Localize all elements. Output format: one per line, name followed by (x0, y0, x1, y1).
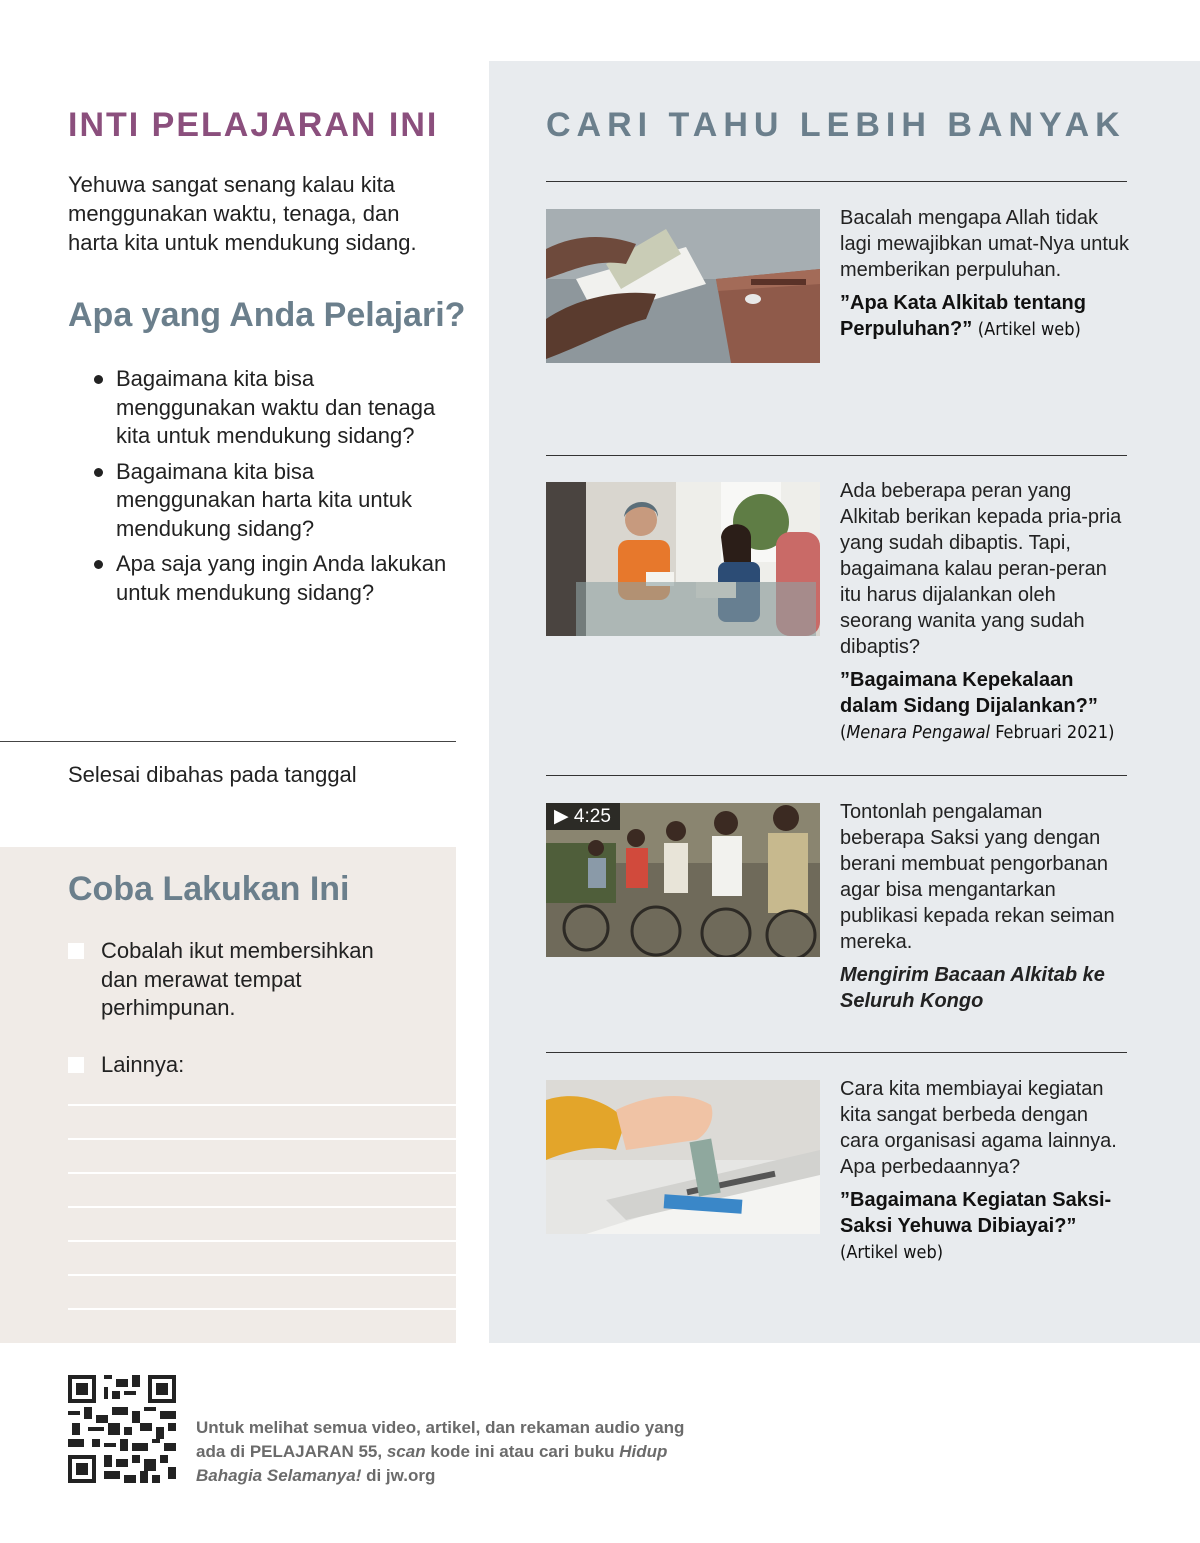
footer-scan-word: scan (386, 1442, 426, 1461)
headship-thumbnail[interactable] (546, 482, 820, 636)
try-this-panel (0, 847, 456, 1343)
divider (0, 741, 456, 742)
checkbox[interactable] (68, 943, 84, 959)
footer-text-1: Untuk melihat semua video, artikel, dan rekaman audio yang ada di PELAJARAN 55, (196, 1418, 685, 1461)
resource-link[interactable] (840, 290, 1130, 343)
resource-headship (840, 478, 1130, 746)
learned-item (92, 458, 454, 544)
resource-publication: Menara Pengawal (846, 722, 991, 743)
resource-donations (840, 1076, 1130, 1266)
headship-image (546, 482, 820, 636)
writing-line[interactable] (68, 1206, 456, 1208)
writing-line[interactable] (68, 1240, 456, 1242)
resource-note: (Menara Pengawal Februari 2021) (840, 722, 1115, 743)
resource-description: Ada beberapa peran yang Alkitab berikan kepada pria-pria yang sudah dibaptis. Tapi, bagaimana kalau peran-peran itu harus dijalankan oleh seorang wanita yang sudah dibaptis? (840, 480, 1122, 658)
resource-link[interactable] (840, 667, 1130, 746)
divider (546, 775, 1127, 776)
video-duration: 4:25 (573, 806, 611, 827)
learned-list (92, 365, 454, 614)
resource-tithe (840, 205, 1130, 343)
resource-date: Februari 2021 (995, 722, 1109, 743)
footer-text (196, 1416, 716, 1488)
resource-note: (Artikel web) (840, 1242, 944, 1263)
bullet-icon (94, 468, 103, 477)
resource-description: Tontonlah pengalaman beberapa Saksi yang dengan berani membuat pengorbanan agar bisa mengantarkan publikasi kepada rekan seiman mereka. (840, 801, 1115, 953)
tithe-thumbnail[interactable] (546, 209, 820, 363)
resource-link-title[interactable]: ”Bagaimana Kepekalaan dalam Sidang Dijalankan?” (840, 669, 1098, 717)
try-item-text: Lainnya: (101, 1052, 185, 1077)
divider (546, 181, 1127, 182)
find-out-more-title: CARI TAHU LEBIH BANYAK (546, 106, 1126, 144)
try-item-text: Cobalah ikut membersihkan dan merawat tempat perhimpunan. (101, 938, 374, 1020)
divider (546, 1052, 1127, 1053)
summary-text: Yehuwa sangat senang kalau kita menggunakan waktu, tenaga, dan harta kita untuk mendukung sidang. (68, 172, 417, 255)
learned-title: Apa yang Anda Pelajari? (68, 296, 466, 334)
writing-line[interactable] (68, 1104, 456, 1106)
resource-note: (Artikel web) (977, 319, 1081, 340)
resource-link-title[interactable]: ”Bagaimana Kegiatan Saksi-Saksi Yehuwa Dibiayai?” (840, 1189, 1112, 1237)
footer-text-2: kode ini atau cari buku (430, 1442, 615, 1461)
bullet-icon (94, 560, 103, 569)
video-title-link[interactable]: Mengirim Bacaan Alkitab ke Seluruh Kongo (840, 964, 1105, 1012)
resource-link[interactable] (840, 1187, 1130, 1266)
learned-item-text: Bagaimana kita bisa menggunakan waktu dan tenaga kita untuk mendukung sidang? (116, 366, 436, 448)
learned-item-text: Apa saja yang ingin Anda lakukan untuk mendukung sidang? (116, 551, 447, 605)
writing-line[interactable] (68, 1274, 456, 1276)
resource-video (840, 799, 1130, 1014)
donation-thumbnail[interactable] (546, 1080, 820, 1234)
checkbox[interactable] (68, 1057, 84, 1073)
completed-date-label: Selesai dibahas pada tanggal (68, 762, 357, 787)
try-item-other[interactable] (68, 1051, 401, 1080)
bullet-icon (94, 375, 103, 384)
writing-line[interactable] (68, 1138, 456, 1140)
summary-title: INTI PELAJARAN INI (68, 106, 439, 144)
learned-item (92, 550, 454, 607)
learned-item-text: Bagaimana kita bisa menggunakan harta kita untuk mendukung sidang? (116, 458, 412, 541)
try-item[interactable] (68, 937, 401, 1023)
resource-link-title[interactable]: ”Apa Kata Alkitab tentang Perpuluhan?” (840, 292, 1086, 340)
qr-code-icon (68, 1375, 176, 1483)
writing-line[interactable] (68, 1172, 456, 1174)
writing-line[interactable] (68, 1308, 456, 1310)
try-this-title: Coba Lakukan Ini (68, 870, 350, 908)
qr-code[interactable] (68, 1375, 176, 1483)
learned-item (92, 365, 454, 451)
resource-description: Cara kita membiayai kegiatan kita sangat berbeda dengan cara organisasi agama lainnya. Apa perbedaannya? (840, 1078, 1117, 1178)
play-icon: ▶ (554, 806, 569, 827)
resource-description: Bacalah mengapa Allah tidak lagi mewajibkan umat-Nya untuk memberikan perpuluhan. (840, 207, 1130, 281)
divider (546, 455, 1127, 456)
tithe-image (546, 209, 820, 363)
donation-image (546, 1080, 820, 1234)
video-duration-badge[interactable] (546, 803, 620, 830)
footer-text-3: di jw.org (366, 1466, 436, 1485)
footer-book-title: Hidup Bahagia Selamanya! (196, 1442, 668, 1485)
